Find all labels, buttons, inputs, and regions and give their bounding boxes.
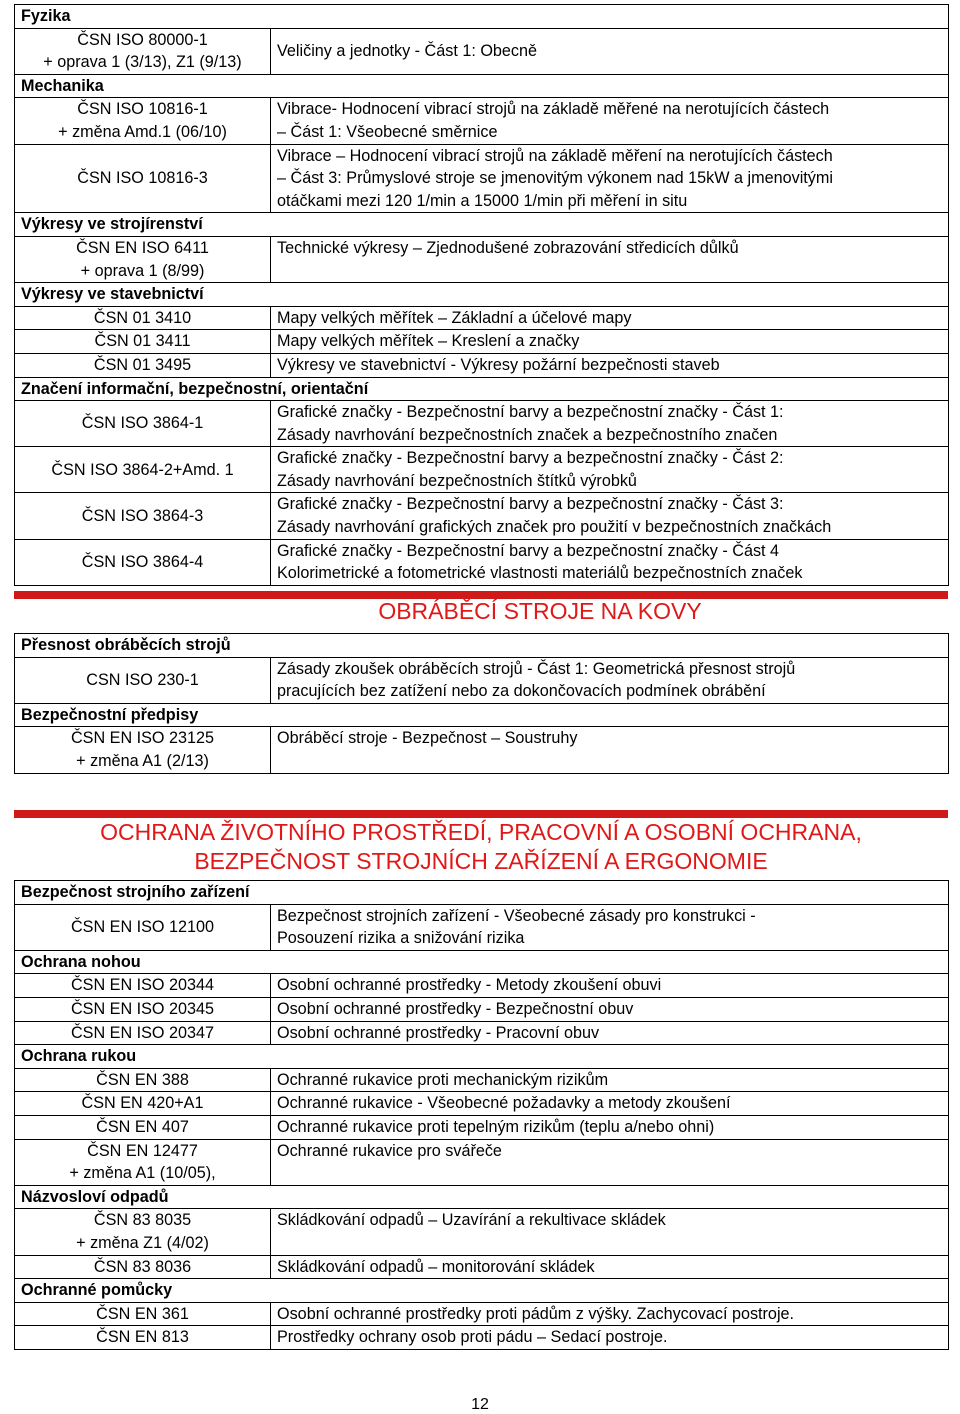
- table-body: [15, 881, 949, 1350]
- standard-code: ČSN EN 361: [15, 1302, 271, 1326]
- standard-code: ČSN EN 813: [15, 1326, 271, 1350]
- category-header: Fyzika: [15, 5, 949, 29]
- standard-row: [15, 306, 949, 330]
- category-header-row: [15, 283, 949, 307]
- standard-description: Mapy velkých měřítek – Základní a účelové mapy: [271, 306, 949, 330]
- standard-row: [15, 353, 949, 377]
- category-header: Mechanika: [15, 74, 949, 98]
- standard-description: Osobní ochranné prostředky - Pracovní obuv: [271, 1021, 949, 1045]
- standard-code: ČSN EN ISO 20347: [15, 1021, 271, 1045]
- standard-description: Vibrace- Hodnocení vibrací strojů na základě měřené na nerotujících částech – Část 1: Všeobecné směrnice: [271, 98, 949, 144]
- standard-description: Skládkování odpadů – Uzavírání a rekultivace skládek: [271, 1209, 949, 1255]
- section-title-line-1: OCHRANA ŽIVOTNÍHO PROSTŘEDÍ, PRACOVNÍ A OSOBNÍ OCHRANA,: [100, 819, 862, 845]
- standard-description: Mapy velkých měřítek – Kreslení a značky: [271, 330, 949, 354]
- standard-row: [15, 28, 949, 74]
- section-title-protection: [14, 818, 948, 876]
- category-header: Výkresy ve strojírenství: [15, 213, 949, 237]
- standard-description: Prostředky ochrany osob proti pádu – Sedací postroje.: [271, 1326, 949, 1350]
- standard-row: [15, 144, 949, 213]
- standard-row: [15, 330, 949, 354]
- standard-description: Grafické značky - Bezpečnostní barvy a bezpečnostní značky - Část 1: Zásady navrhování bezpečnostních značek a bezpečnostního značen: [271, 401, 949, 447]
- standard-row: [15, 727, 949, 773]
- standard-code: ČSN ISO 3864-2+Amd. 1: [15, 447, 271, 493]
- standard-row: [15, 974, 949, 998]
- standard-code: ČSN EN 388: [15, 1068, 271, 1092]
- standard-row: [15, 493, 949, 539]
- standard-description: Vibrace – Hodnocení vibrací strojů na základě měření na nerotujících částech – Část 3: Průmyslové stroje se jmenovitým výkonem nad 15kW a jmenovitými otáčkami mezi 120 1/min a 15000 1/min při měření in situ: [271, 144, 949, 213]
- standard-row: [15, 997, 949, 1021]
- category-header-row: [15, 1279, 949, 1303]
- standard-description: Ochranné rukavice - Všeobecné požadavky a metody zkoušení: [271, 1092, 949, 1116]
- category-header-row: [15, 5, 949, 29]
- standard-code: ČSN EN ISO 6411 + oprava 1 (8/99): [15, 236, 271, 282]
- standard-row: [15, 1092, 949, 1116]
- standard-row: [15, 98, 949, 144]
- standard-description: Technické výkresy – Zjednodušené zobrazování středicích důlků: [271, 236, 949, 282]
- standard-description: Osobní ochranné prostředky proti pádům z výšky. Zachycovací postroje.: [271, 1302, 949, 1326]
- standards-table-physics-drawings: [14, 4, 949, 586]
- standard-row: [15, 236, 949, 282]
- standard-row: [15, 657, 949, 703]
- standard-row: [15, 447, 949, 493]
- standard-row: [15, 401, 949, 447]
- standards-table-protection: [14, 880, 949, 1350]
- standard-code: ČSN EN ISO 20344: [15, 974, 271, 998]
- category-header-row: [15, 881, 949, 905]
- standard-code: ČSN 01 3495: [15, 353, 271, 377]
- standard-code: ČSN ISO 3864-3: [15, 493, 271, 539]
- standard-code: ČSN EN ISO 12100: [15, 904, 271, 950]
- standard-code: ČSN 01 3411: [15, 330, 271, 354]
- standard-description: Obráběcí stroje - Bezpečnost – Soustruhy: [271, 727, 949, 773]
- standard-code: ČSN ISO 80000-1 + oprava 1 (3/13), Z1 (9/13): [15, 28, 271, 74]
- standard-description: Zásady zkoušek obráběcích strojů - Část 1: Geometrická přesnost strojů pracujících bez zatížení nebo za dokončovacích podmínek obrábění: [271, 657, 949, 703]
- standards-table-machine-tools: [14, 633, 949, 774]
- standard-row: [15, 1326, 949, 1350]
- standard-code: ČSN EN ISO 23125 + změna A1 (2/13): [15, 727, 271, 773]
- standard-row: [15, 1139, 949, 1185]
- standard-description: Veličiny a jednotky - Část 1: Obecně: [271, 28, 949, 74]
- standard-description: Grafické značky - Bezpečnostní barvy a bezpečnostní značky - Část 3: Zásady navrhování grafických značek pro použití v bezpečnostních značkách: [271, 493, 949, 539]
- standard-row: [15, 539, 949, 585]
- category-header-row: [15, 634, 949, 658]
- category-header-row: [15, 1045, 949, 1069]
- standard-code: ČSN EN 12477 + změna A1 (10/05),: [15, 1139, 271, 1185]
- standard-code: ČSN ISO 10816-1 + změna Amd.1 (06/10): [15, 98, 271, 144]
- standard-row: [15, 1209, 949, 1255]
- standard-row: [15, 1115, 949, 1139]
- standard-row: [15, 1021, 949, 1045]
- standard-description: Bezpečnost strojních zařízení - Všeobecné zásady pro konstrukci - Posouzení rizika a snižování rizika: [271, 904, 949, 950]
- category-header: Výkresy ve stavebnictví: [15, 283, 949, 307]
- standard-description: Výkresy ve stavebnictví - Výkresy požární bezpečnosti staveb: [271, 353, 949, 377]
- category-header-row: [15, 950, 949, 974]
- standard-description: Ochranné rukavice pro svářeče: [271, 1139, 949, 1185]
- category-header: Ochranné pomůcky: [15, 1279, 949, 1303]
- standard-code: ČSN ISO 3864-4: [15, 539, 271, 585]
- standard-row: [15, 1302, 949, 1326]
- standard-description: Ochranné rukavice proti mechanickým rizikům: [271, 1068, 949, 1092]
- category-header: Ochrana rukou: [15, 1045, 949, 1069]
- category-header: Bezpečnostní předpisy: [15, 703, 949, 727]
- standard-row: [15, 1255, 949, 1279]
- standard-code: ČSN 01 3410: [15, 306, 271, 330]
- standard-code: CSN ISO 230-1: [15, 657, 271, 703]
- category-header: Bezpečnost strojního zařízení: [15, 881, 949, 905]
- standard-description: Grafické značky - Bezpečnostní barvy a bezpečnostní značky - Část 2: Zásady navrhování bezpečnostních štítků výrobků: [271, 447, 949, 493]
- category-header-row: [15, 213, 949, 237]
- category-header: Názvosloví odpadů: [15, 1185, 949, 1209]
- category-header-row: [15, 377, 949, 401]
- category-header-row: [15, 703, 949, 727]
- standard-code: ČSN EN 407: [15, 1115, 271, 1139]
- category-header: Ochrana nohou: [15, 950, 949, 974]
- standard-code: ČSN EN ISO 20345: [15, 997, 271, 1021]
- standard-description: Osobní ochranné prostředky - Metody zkoušení obuvi: [271, 974, 949, 998]
- standard-description: Osobní ochranné prostředky - Bezpečnostní obuv: [271, 997, 949, 1021]
- standard-description: Skládkování odpadů – monitorování skládek: [271, 1255, 949, 1279]
- section-banner-bar: [14, 810, 948, 818]
- standard-row: [15, 904, 949, 950]
- section-title-machine-tools: OBRÁBĚCÍ STROJE NA KOVY: [378, 598, 702, 624]
- standard-row: [15, 1068, 949, 1092]
- standard-code: ČSN ISO 3864-1: [15, 401, 271, 447]
- standard-description: Ochranné rukavice proti tepelným rizikům (teplu a/nebo ohni): [271, 1115, 949, 1139]
- standard-code: ČSN EN 420+A1: [15, 1092, 271, 1116]
- page-number: 12: [471, 1396, 489, 1413]
- category-header-row: [15, 74, 949, 98]
- category-header-row: [15, 1185, 949, 1209]
- section-title-line-2: BEZPEČNOST STROJNÍCH ZAŘÍZENÍ A ERGONOMIE: [194, 848, 768, 874]
- standard-code: ČSN 83 8035 + změna Z1 (4/02): [15, 1209, 271, 1255]
- standard-code: ČSN 83 8036: [15, 1255, 271, 1279]
- category-header: Přesnost obráběcích strojů: [15, 634, 949, 658]
- standard-description: Grafické značky - Bezpečnostní barvy a bezpečnostní značky - Část 4 Kolorimetrické a fotometrické vlastnosti materiálů bezpečnostních značek: [271, 539, 949, 585]
- standard-code: ČSN ISO 10816-3: [15, 144, 271, 213]
- category-header: Značení informační, bezpečnostní, orientační: [15, 377, 949, 401]
- table-body: [15, 634, 949, 774]
- table-body: [15, 5, 949, 586]
